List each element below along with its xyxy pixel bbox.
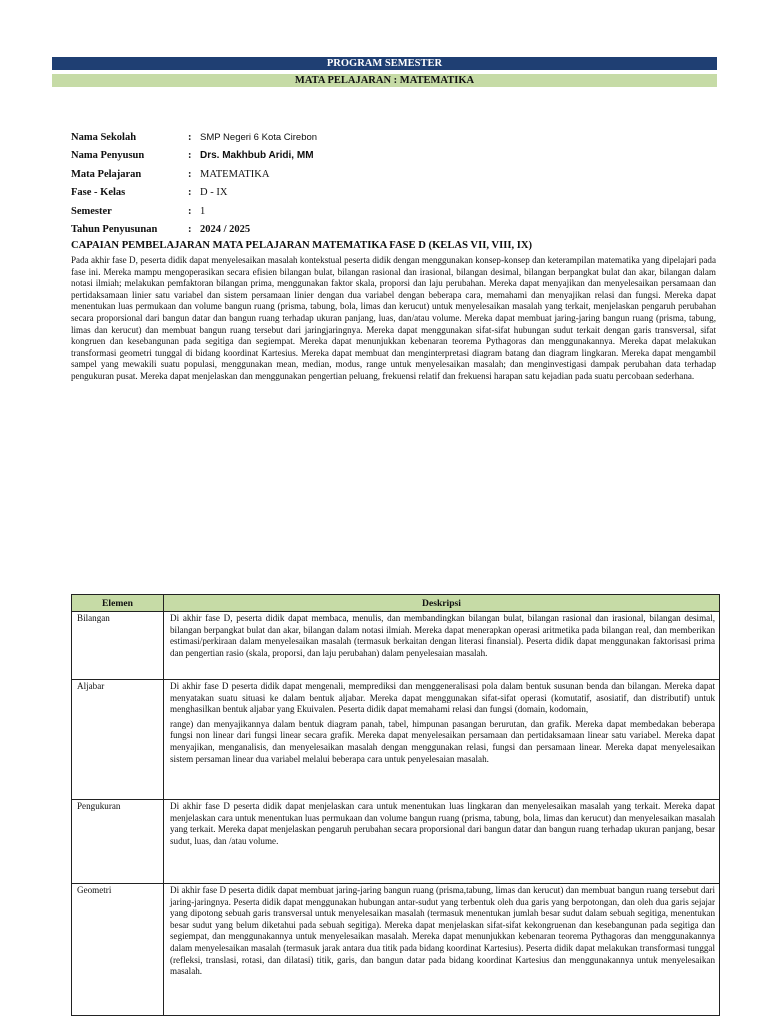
info-value-school: SMP Negeri 6 Kota Cirebon — [200, 131, 318, 143]
info-row-phase — [71, 184, 317, 203]
learning-outcomes-heading: CAPAIAN PEMBELAJARAN MATA PELAJARAN MATEMATIKA FASE D (KELAS VII, VIII, IX) — [71, 240, 533, 251]
description-cell — [164, 800, 720, 884]
info-label: Tahun Penyusunan — [71, 224, 158, 236]
info-colon: : — [188, 131, 192, 143]
column-header-deskripsi: Deskripsi — [164, 595, 720, 612]
table-row — [72, 612, 720, 680]
info-label: Semester — [71, 205, 112, 217]
elements-table — [71, 594, 720, 1016]
info-colon: : — [188, 224, 192, 236]
description-paragraph: Di akhir fase D peserta didik dapat membuat jaring-jaring bangun ruang (prisma,tabung, limas dan kerucut) dan membuat bangun ruang tersebut dari jaring-jaringnya. Peserta didik dapat menggunakan hubungan antar-sudut yang terbentuk oleh dua garis yang berpotongan, dan oleh dua garis sejajar yang dipotong sebuah garis transversal untuk menyelesaikan masalah (termasuk menentukan jumlah besar sudut dalam sebuah segitiga, menentukan besar sudut yang belum diketahui pada sebuah segitiga). Mereka dapat menjelaskan sifat-sifat kekongruenan dan kesebangunan pada segitiga dan segiempat, dan menggunakannya untuk menyelesaikan masalah. Mereka dapat menunjukkan kebenaran teorema Pythagoras dan menggunakannya dalam menyelesaikan masalah (termasuk jarak antara dua titik pada bidang koordinat Kartesius). Peserta didik dapat melakukan transformasi tunggal (refleksi, translasi, rotasi, dan dilatasi) titik, garis, dan bangun datar pada bidang koordinat Kartesius dan menggunakannya untuk menyelesaikan masalah. — [170, 885, 715, 977]
info-value-subject: MATEMATIKA — [200, 168, 270, 180]
info-colon: : — [188, 150, 192, 162]
document-title-banner: PROGRAM SEMESTER — [52, 57, 717, 70]
description-paragraph: Di akhir fase D peserta didik dapat mengenali, memprediksi dan menggeneralisasi pola dalam bentuk susunan benda dan bilangan. Mereka dapat menyatakan suatu situasi ke dalam bentuk aljabar. Mereka dapat menggunakan sifat-sifat operasi (komutatif, asosiatif, dan distributif) untuk menghasilkan bentuk aljabar yang Ekuivalen. Peserta didik dapat memahami relasi dan fungsi (domain, kodomain, — [170, 681, 715, 715]
info-colon: : — [188, 205, 192, 217]
info-label: Mata Pelajaran — [71, 168, 142, 180]
table-row — [72, 800, 720, 884]
info-row-subject — [71, 165, 317, 184]
table-header-row — [72, 595, 720, 612]
description-cell — [164, 680, 720, 800]
element-name-cell: Pengukuran — [72, 800, 164, 884]
learning-outcomes-paragraph: Pada akhir fase D, peserta didik dapat menyelesaikan masalah kontekstual peserta didik dengan menggunakan konsep-konsep dan keterampilan matematika yang dipelajari pada fase ini. Mereka mampu mengoperasikan secara efisien bilangan bulat, bilangan rasional dan irasional, bilangan desimal, bilangan berpangkat bulat dan akar, bilangan dalam notasi ilmiah; melakukan pemfaktoran bilangan prima, menggunakan faktor skala, proporsi dan laju perubahan. Mereka dapat menyajikan dan menyelesaikan persamaan dan pertidaksamaan linier satu variabel dan sistem persamaan linier dengan dua variabel dengan beberapa cara, memahami dan menyajikan relasi dan fungsi. Mereka dapat menentukan luas permukaan dan volume bangun ruang (prisma, tabung, bola, limas dan kerucut) untuk menyelesaikan masalah yang terkait, menjelaskan pengaruh perubahan secara proporsional dari bangun datar dan bangun ruang terhadap ukuran panjang, luas, dan/atau volume. Mereka dapat membuat jaring-jaring bangun ruang (prisma, tabung, limas dan kerucut) dan membuat bangun ruang tersebut dari jaringjaringnya. Mereka dapat menggunakan sifat-sifat hubungan sudut terkait dengan garis transversal, sifat kongruen dan kesebangunan pada segitiga dan segiempat. Mereka dapat menunjukkan kebenaran teorema Pythagoras dan menggunakannya. Mereka dapat melakukan transformasi geometri tunggal di bidang koordinat Kartesius. Mereka dapat membuat dan menginterpretasi diagram batang dan diagram lingkaran. Mereka dapat mengambil sampel yang mewakili suatu populasi, menggunakan mean, median, modus, range untuk menyelesaikan masalah; dan menginvestigasi dampak perubahan data terhadap pengukuran pusat. Mereka dapat menjelaskan dan menggunakan pengertian peluang, frekuensi relatif dan frekuensi harapan satu kejadian pada suatu percobaan sederhana. — [71, 255, 716, 381]
table-row — [72, 884, 720, 1016]
table-row — [72, 680, 720, 800]
info-value-semester: 1 — [200, 205, 206, 217]
info-colon: : — [188, 187, 192, 199]
info-row-author — [71, 147, 317, 166]
info-value-author: Drs. Makhbub Aridi, MM — [200, 150, 314, 162]
info-value-phase: D - IX — [200, 187, 228, 199]
subject-banner: MATA PELAJARAN : MATEMATIKA — [52, 74, 717, 87]
element-name-cell: Geometri — [72, 884, 164, 1016]
column-header-elemen: Elemen — [72, 595, 164, 612]
element-name-cell: Bilangan — [72, 612, 164, 680]
description-cell — [164, 884, 720, 1016]
school-info-block — [71, 128, 317, 239]
description-cell — [164, 612, 720, 680]
info-label: Nama Penyusun — [71, 150, 145, 162]
description-paragraph: range) dan menyajikannya dalam bentuk diagram panah, tabel, himpunan pasangan berurutan, dan grafik. Mereka dapat membedakan beberapa fungsi non linear dari fungsi linear secara grafik. Mereka dapat menyelesaikan persamaan dan pertidaksamaan linear satu variabel. Mereka dapat menyajikan, menganalisis, dan menyelesaikan masalah dengan menggunakan relasi, fungsi dan persamaan linear. Mereka dapat menyelesaikan sistem persaman linear dua variabel melalui beberapa cara untuk penyelesaian masalah. — [170, 718, 715, 764]
info-row-year — [71, 221, 317, 240]
description-paragraph: Di akhir fase D peserta didik dapat menjelaskan cara untuk menentukan luas lingkaran dan menyelesaikan masalah yang terkait. Mereka dapat menjelaskan cara untuk menentukan luas permukaan dan volume bangun ruang (prisma, tabung, bola, limas dan kerucut) dan menyelesaikan masalah yang terkait. Mereka dapat menjelaskan pengaruh perubahan secara proporsional dari bangun datar dan bangun ruang terhadap ukuran panjang, besar sudut, luas, dan /atau volume. — [170, 801, 715, 846]
element-name-cell: Aljabar — [72, 680, 164, 800]
info-value-year: 2024 / 2025 — [200, 224, 251, 236]
info-label: Nama Sekolah — [71, 131, 137, 143]
info-row-semester — [71, 202, 317, 221]
info-colon: : — [188, 168, 192, 180]
description-paragraph: Di akhir fase D, peserta didik dapat membaca, menulis, dan membandingkan bilangan bulat, bilangan rasional dan irasional, bilangan desimal, bilangan berpangkat bulat dan akar, bilangan dalam notasi ilmiah. Mereka dapat menerapkan operasi aritmetika pada bilangan real, dan memberikan estimasi/perkiraan dalam menyelesaikan masalah (termasuk berkaitan dengan literasi finansial). Peserta didik dapat menggunakan faktorisasi prima dan pengertian rasio (skala, proporsi, dan laju perubahan) dalam penyelesaian masalah. — [170, 613, 715, 658]
info-label: Fase - Kelas — [71, 187, 126, 199]
info-row-school — [71, 128, 317, 147]
